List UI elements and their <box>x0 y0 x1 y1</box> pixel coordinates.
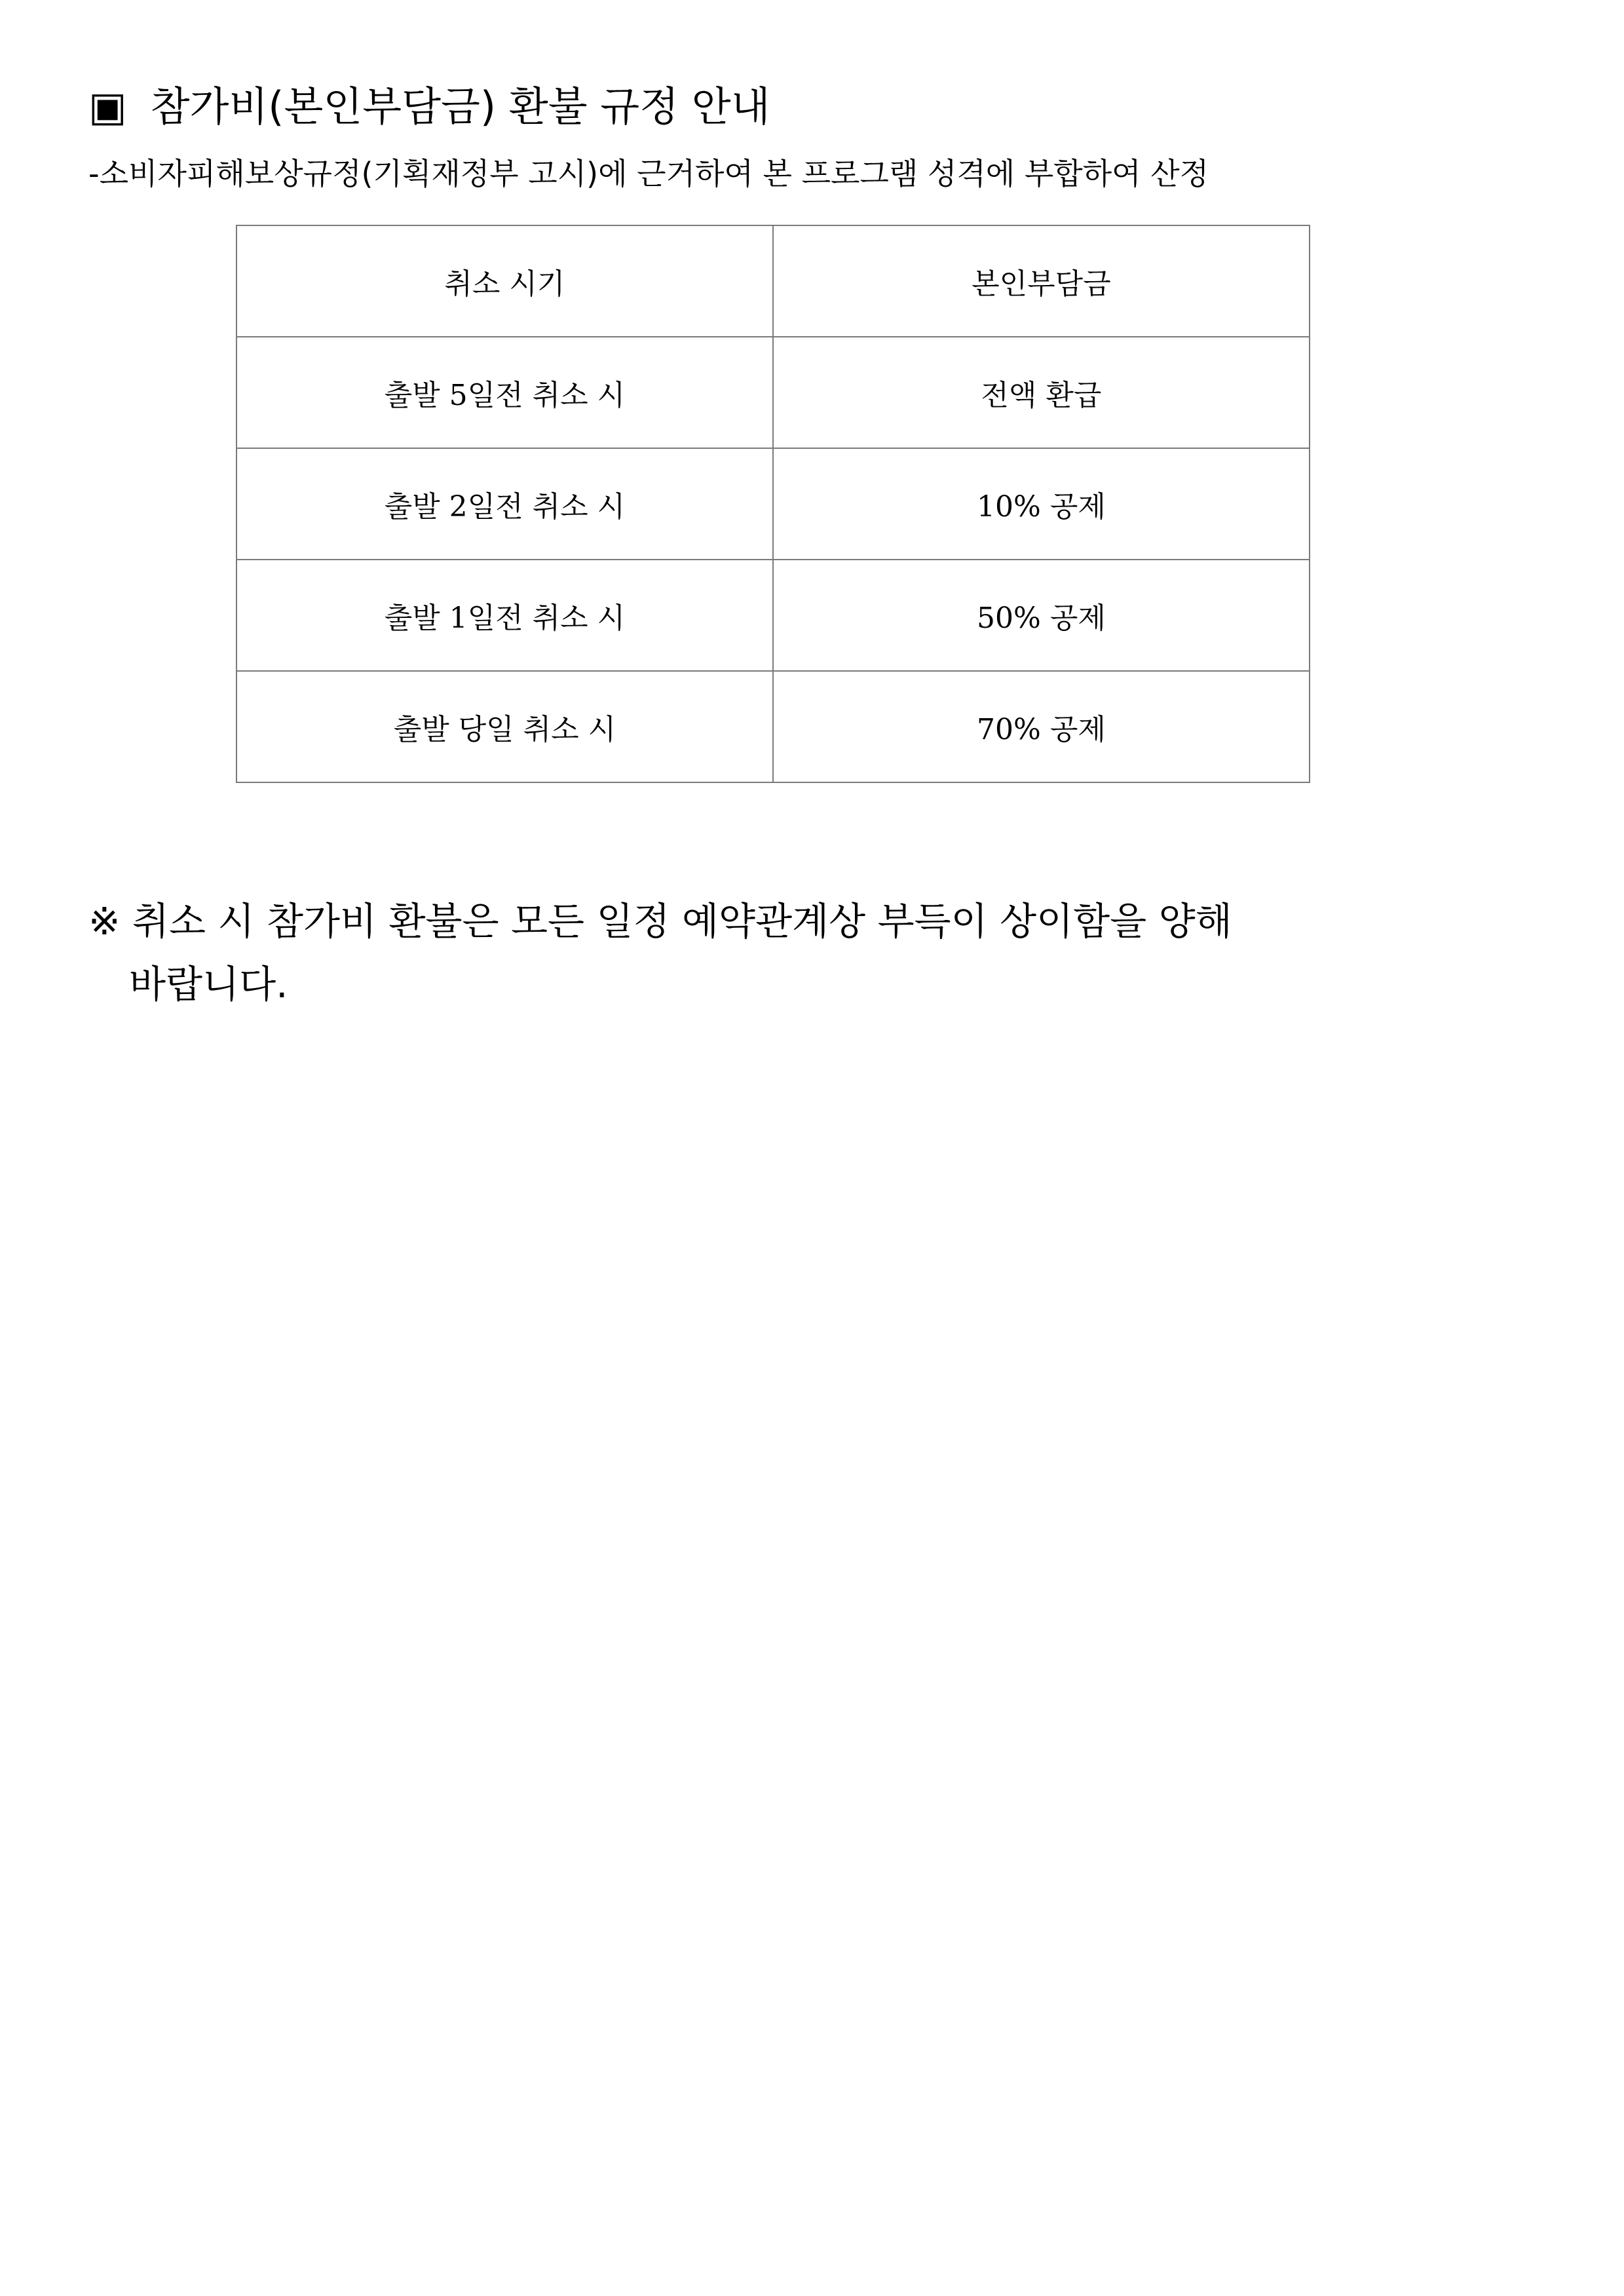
footnote-line-2: 바랍니다. <box>129 962 288 1006</box>
refund-footnote <box>88 890 1399 1016</box>
table-row <box>236 448 1310 560</box>
basis-note: -소비자피해보상규정(기획재정부 고시)에 근거하여 본 프로그램 성격에 부합하여 산정 <box>88 156 1209 191</box>
table-row <box>236 671 1310 782</box>
page-heading <box>88 77 770 136</box>
header-cell-self-payment: 본인부담금 <box>773 225 1310 337</box>
refund-amount-cell: 10% 공제 <box>773 448 1310 560</box>
cancel-timing-cell: 출발 당일 취소 시 <box>236 671 773 782</box>
table-header-row <box>236 225 1310 337</box>
refund-amount-cell: 70% 공제 <box>773 671 1310 782</box>
header-cell-cancel-timing: 취소 시기 <box>236 225 773 337</box>
table-row <box>236 560 1310 671</box>
cancel-timing-cell: 출발 5일전 취소 시 <box>236 337 773 448</box>
refund-amount-cell: 50% 공제 <box>773 560 1310 671</box>
refund-policy-table <box>236 225 1310 783</box>
footnote-line-1: ※ 취소 시 참가비 환불은 모든 일정 예약관계상 부득이 상이함을 양해 <box>88 899 1232 944</box>
table-row <box>236 337 1310 448</box>
refund-amount-cell: 전액 환급 <box>773 337 1310 448</box>
cancel-timing-cell: 출발 1일전 취소 시 <box>236 560 773 671</box>
square-bullet-icon: ▣ <box>88 83 127 130</box>
cancel-timing-cell: 출발 2일전 취소 시 <box>236 448 773 560</box>
heading-title: 참가비(본인부담금) 환불 규정 안내 <box>150 83 770 130</box>
